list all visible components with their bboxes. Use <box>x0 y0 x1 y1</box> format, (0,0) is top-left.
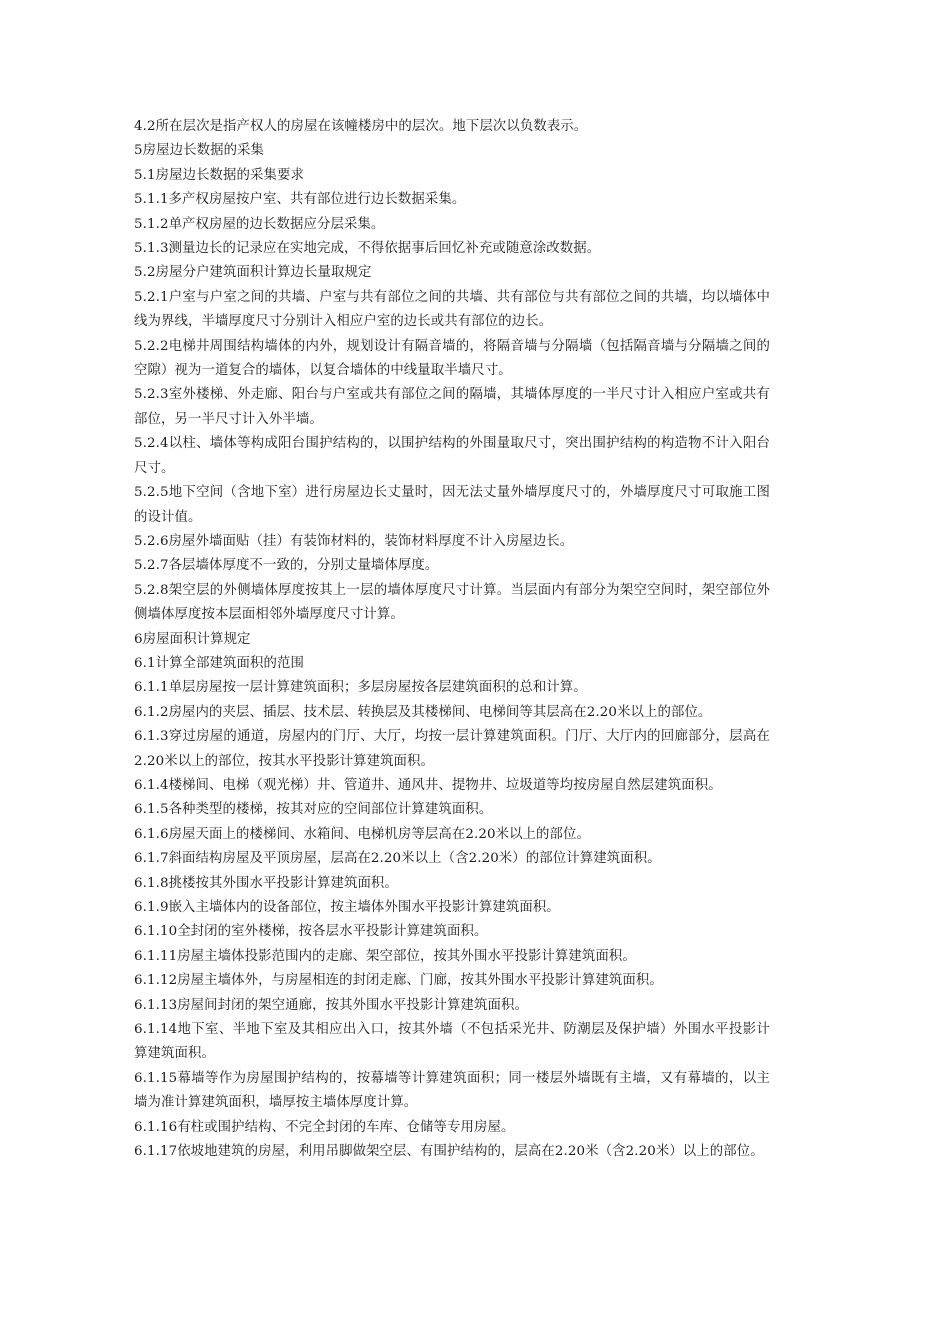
paragraph: 5.2.6房屋外墙面贴（挂）有装饰材料的，装饰材料厚度不计入房屋边长。 <box>134 533 574 549</box>
paragraph: 5.2.3室外楼梯、外走廊、阳台与户室或共有部位之间的隔墙，其墙体厚度的一半尺寸计入相应户室或共有部位，另一半尺寸计入外半墙。 <box>134 387 770 427</box>
paragraph: 5.2.4以柱、墙体等构成阳台围护结构的，以围护结构的外围量取尺寸，突出围护结构的构造物不计入阳台尺寸。 <box>134 436 770 476</box>
paragraph: 6.1.3穿过房屋的通道，房屋内的门厅、大厅，均按一层计算建筑面积。门厅、大厅内的回廊部分，层高在2.20米以上的部位，按其水平投影计算建筑面积。 <box>134 729 770 769</box>
paragraph: 6.1.4楼梯间、电梯（观光梯）井、管道井、通风井、提物井、垃圾道等均按房屋自然层建筑面积。 <box>134 777 722 793</box>
paragraph: 5.2.8架空层的外侧墙体厚度按其上一层的墙体厚度尺寸计算。当层面内有部分为架空空间时，架空部位外侧墙体厚度按本层面相邻外墙厚度尺寸计算。 <box>134 582 770 623</box>
paragraph: 5.2.2电梯井周围结构墙体的内外，规划设计有隔音墙的，将隔音墙与分隔墙（包括隔音墙与分隔墙之间的空隙）视为一道复合的墙体，以复合墙体的中线量取半墙尺寸。 <box>134 338 770 379</box>
section-heading: 6房屋面积计算规定 <box>134 631 251 647</box>
paragraph: 6.1.15幕墙等作为房屋围护结构的，按幕墙等计算建筑面积；同一楼层外墙既有主墙，又有幕墙的，以主墙为准计算建筑面积，墙厚按主墙体厚度计算。 <box>134 1070 770 1111</box>
paragraph: 5.1.3测量边长的记录应在实地完成，不得依据事后回忆补充或随意涂改数据。 <box>134 241 601 257</box>
paragraph: 5.2.5地下空间（含地下室）进行房屋边长丈量时，因无法丈量外墙厚度尺寸的，外墙厚度尺寸可取施工图的设计值。 <box>134 485 770 525</box>
paragraph: 4.2所在层次是指产权人的房屋在该幢楼房中的层次。地下层次以负数表示。 <box>134 119 588 134</box>
document-body <box>134 115 770 1164</box>
paragraph: 6.1.5各种类型的楼梯，按其对应的空间部位计算建筑面积。 <box>134 802 493 818</box>
paragraph: 6.1.13房屋间封闭的架空通廊，按其外围水平投影计算建筑面积。 <box>134 997 528 1013</box>
paragraph: 5.1.2单产权房屋的边长数据应分层采集。 <box>134 216 385 232</box>
paragraph: 6.1.7斜面结构房屋及平顶房屋，层高在2.20米以上（含2.20米）的部位计算建筑面积。 <box>134 851 661 867</box>
paragraph: 6.1.12房屋主墙体外，与房屋相连的封闭走廊、门廊，按其外围水平投影计算建筑面积。 <box>134 973 663 989</box>
paragraph: 6.1.6房屋天面上的楼梯间、水箱间、电梯机房等层高在2.20米以上的部位。 <box>134 826 591 842</box>
paragraph: 6.1.10全封闭的室外楼梯，按各层水平投影计算建筑面积。 <box>134 924 488 940</box>
paragraph: 6.1.8挑楼按其外围水平投影计算建筑面积。 <box>134 875 398 891</box>
paragraph: 6.1.14地下室、半地下室及其相应出入口，按其外墙（不包括采光井、防潮层及保护墙）外围水平投影计算建筑面积。 <box>134 1022 770 1062</box>
paragraph: 6.1.16有柱或围护结构、不完全封闭的车库、仓储等专用房屋。 <box>134 1119 515 1135</box>
paragraph: 5.1.1多产权房屋按户室、共有部位进行边长数据采集。 <box>134 192 466 208</box>
paragraph: 5.2.1户室与户室之间的共墙、户室与共有部位之间的共墙、共有部位与共有部位之间的共墙，均以墙体中线为界线，半墙厚度尺寸分别计入相应户室的边长或共有部位的边长。 <box>134 289 770 330</box>
subsection-heading: 5.2房屋分户建筑面积计算边长量取规定 <box>134 265 372 281</box>
subsection-heading: 6.1计算全部建筑面积的范围 <box>134 655 304 671</box>
paragraph: 6.1.1单层房屋按一层计算建筑面积；多层房屋按各层建筑面积的总和计算。 <box>134 680 587 696</box>
paragraph: 5.2.7各层墙体厚度不一致的，分别丈量墙体厚度。 <box>134 558 439 574</box>
paragraph: 6.1.2房屋内的夹层、插层、技术层、转换层及其楼梯间、电梯间等其层高在2.20米以上的部位。 <box>134 704 712 720</box>
paragraph: 6.1.11房屋主墙体投影范围内的走廊、架空部位，按其外围水平投影计算建筑面积。 <box>134 948 636 964</box>
section-heading: 5房屋边长数据的采集 <box>134 143 265 159</box>
paragraph: 6.1.9嵌入主墙体内的设备部位，按主墙体外围水平投影计算建筑面积。 <box>134 900 560 915</box>
subsection-heading: 5.1房屋边长数据的采集要求 <box>134 167 304 183</box>
paragraph: 6.1.17依坡地建筑的房屋，利用吊脚做架空层、有围护结构的，层高在2.20米（含2.20米）以上的部位。 <box>134 1144 764 1160</box>
